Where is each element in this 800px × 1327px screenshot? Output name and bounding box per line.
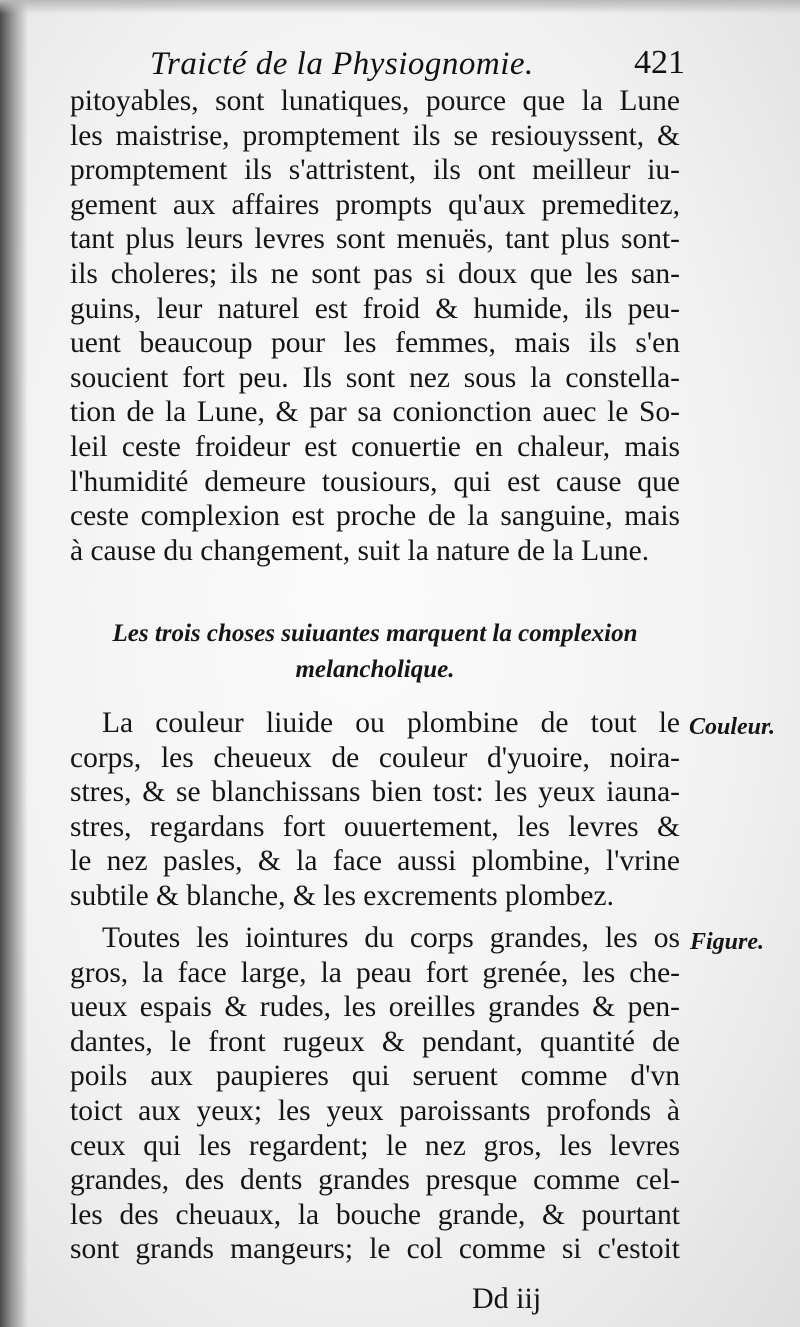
text-line: à cause du changement, suit la nature de la Lune. bbox=[70, 534, 650, 567]
text-line: dantes, le front rugeux & pendant, quantité de bbox=[70, 1025, 680, 1058]
text-line: uent beaucoup pour les femmes, mais ils s'en bbox=[70, 327, 680, 360]
text-line: le nez pasles, & la face aussi plombine, l'vrine bbox=[70, 845, 680, 878]
paragraph-couleur bbox=[70, 706, 680, 914]
text-line: gement aux affaires prompts qu'aux premeditez, bbox=[70, 188, 680, 221]
text-line: gros, la face large, la peau fort grenée, les che- bbox=[70, 956, 680, 989]
text-line: l'humidité demeure tousiours, qui est cause que bbox=[70, 465, 680, 498]
text-line: grandes, des dents grandes presque comme cel- bbox=[70, 1164, 680, 1197]
text-line: les maistrise, promptement ils se resiouyssent, & bbox=[70, 119, 680, 152]
running-head bbox=[150, 44, 685, 88]
margin-note-figure: Figure. bbox=[690, 929, 765, 955]
running-title: Traicté de la Physiognomie. bbox=[150, 46, 534, 82]
section-heading-line: Les trois choses suiuantes marquent la complexion bbox=[112, 620, 638, 647]
text-line: stres, & se blanchissans bien tost: les yeux iauna- bbox=[70, 776, 680, 809]
paragraph-figure bbox=[70, 921, 680, 1267]
text-line: ils choleres; ils ne sont pas si doux que les san- bbox=[70, 257, 680, 290]
text-line: ceux qui les regardent; le nez gros, les levres bbox=[70, 1129, 680, 1162]
page-number: 421 bbox=[634, 44, 685, 81]
text-line: tant plus leurs levres sont menuës, tant plus sont- bbox=[70, 223, 680, 256]
text-line: poils aux paupieres qui seruent comme d'vn bbox=[70, 1060, 680, 1093]
signature-mark: Dd iij bbox=[472, 1282, 542, 1315]
text-line: pitoyables, sont lunatiques, pource que la Lune bbox=[70, 85, 680, 117]
text-line: soucient fort peu. Ils sont nez sous la constella- bbox=[70, 361, 680, 394]
text-line: corps, les cheueux de couleur d'yuoire, noira- bbox=[70, 741, 680, 774]
margin-note-couleur: Couleur. bbox=[689, 714, 776, 740]
text-line: ceste complexion est proche de la sanguine, mais bbox=[70, 500, 680, 533]
text-line: stres, regardans fort ouuertement, les levres & bbox=[70, 810, 680, 843]
text-line: sont grands mangeurs; le col comme si c'estoit bbox=[70, 1233, 680, 1266]
text-line: promptement ils s'attristent, ils ont meilleur iu- bbox=[70, 154, 680, 187]
text-line: subtile & blanche, & les excrements plombez. bbox=[70, 879, 614, 912]
text-line: Toutes les iointures du corps grandes, les os bbox=[102, 922, 680, 954]
text-line: toict aux yeux; les yeux paroissants profonds à bbox=[70, 1094, 680, 1127]
section-heading bbox=[70, 616, 680, 688]
section-heading-line: melancholique. bbox=[295, 656, 455, 683]
text-line: les des cheuaux, la bouche grande, & pourtant bbox=[70, 1198, 680, 1231]
text-line: tion de la Lune, & par sa conionction auec le So- bbox=[70, 396, 680, 429]
text-line: La couleur liuide ou plombine de tout le bbox=[102, 707, 680, 739]
text-line: ueux espais & rudes, les oreilles grandes & pen- bbox=[70, 991, 680, 1024]
text-line: guins, leur naturel est froid & humide, ils peu- bbox=[70, 292, 680, 325]
text-line: leil ceste froideur est conuertie en chaleur, mais bbox=[70, 430, 680, 463]
paragraph-continuation bbox=[70, 84, 680, 568]
